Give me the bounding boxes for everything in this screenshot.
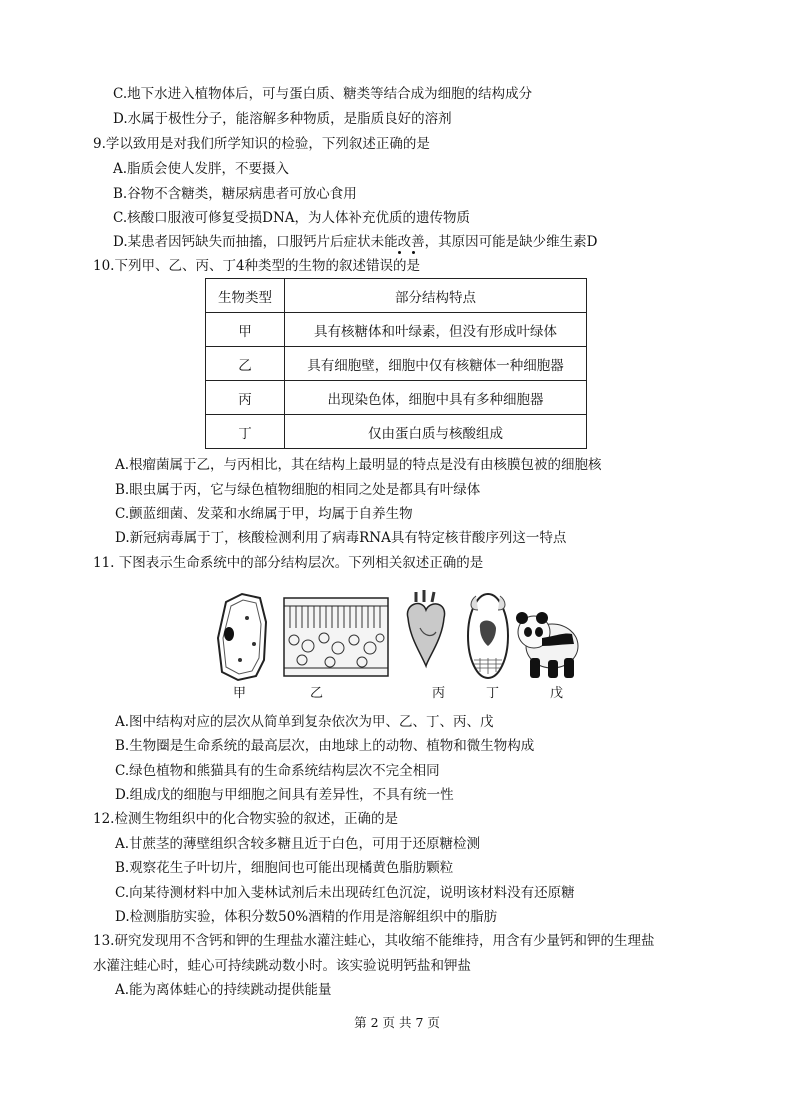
q11-option-a: A.图中结构对应的层次从简单到复杂依次为甲、乙、丁、丙、戊 <box>115 714 494 730</box>
q11-stem: 11. 下图表示生命系统中的部分结构层次。下列相关叙述正确的是 <box>93 555 484 571</box>
emphasis-dot <box>398 251 401 254</box>
q12-option-b: B.观察花生子叶切片，细胞间也可能出现橘黄色脂肪颗粒 <box>115 860 454 876</box>
table-cell: 甲 <box>206 313 285 347</box>
q13-stem-line2: 水灌注蛙心时，蛙心可持续跳动数小时。该实验说明钙盐和钾盐 <box>93 958 471 974</box>
q10-stem: 10.下列甲、乙、丙、丁4种类型的生物的叙述错误的是 <box>93 258 421 274</box>
q13-option-a: A.能为离体蛙心的持续跳动提供能量 <box>115 982 332 998</box>
q11-option-d: D.组成戊的细胞与甲细胞之间具有差异性，不具有统一性 <box>115 787 454 803</box>
q10-option-d: D.新冠病毒属于丁，核酸检测利用了病毒RNA具有特定核苷酸序列这一特点 <box>115 530 567 546</box>
q9-option-a: A.脂质会使人发胖，不要摄入 <box>113 161 290 177</box>
q11-option-c: C.绿色植物和熊猫具有的生命系统结构层次不完全相同 <box>115 763 440 779</box>
table-cell: 出现染色体，细胞中具有多种细胞器 <box>285 381 587 415</box>
q9-option-d: D.某患者因钙缺失而抽搐，口服钙片后症状未能改善，其原因可能是缺少维生素D <box>113 234 598 250</box>
organism-table <box>205 278 587 449</box>
table-header-cell: 生物类型 <box>206 279 285 313</box>
q9-option-b: B.谷物不含糖类，糖尿病患者可放心食用 <box>113 186 357 202</box>
q9-stem: 9.学以致用是对我们所学知识的检验，下列叙述正确的是 <box>93 136 430 152</box>
q12-option-d: D.检测脂肪实验，体积分数50%酒精的作用是溶解组织中的脂肪 <box>115 909 498 925</box>
table-row <box>206 313 587 347</box>
figure-label: 乙 <box>310 686 324 701</box>
heart-organ-image <box>407 590 444 666</box>
table-row <box>206 347 587 381</box>
table-row <box>206 381 587 415</box>
figure-label: 丁 <box>486 686 500 701</box>
table-row <box>206 415 587 449</box>
q12-option-c: C.向某待测材料中加入斐林试剂后未出现砖红色沉淀，说明该材料没有还原糖 <box>115 885 575 901</box>
q10-option-a: A.根瘤菌属于乙，与丙相比，其在结构上最明显的特点是没有由核膜包被的细胞核 <box>115 457 602 473</box>
q8-option-d: D.水属于极性分子，能溶解多种物质，是脂质良好的溶剂 <box>113 111 452 127</box>
q13-stem-line1: 13.研究发现用不含钙和钾的生理盐水灌注蛙心，其收缩不能维持，用含有少量钙和钾的生理盐 <box>93 933 655 949</box>
emphasis-dot <box>412 251 415 254</box>
plant-cell-image <box>218 594 266 680</box>
table-cell: 具有核糖体和叶绿素，但没有形成叶绿体 <box>285 313 587 347</box>
leaf-tissue-image <box>284 598 388 676</box>
table-cell: 丁 <box>206 415 285 449</box>
q10-option-b: B.眼虫属于丙，它与绿色植物细胞的相同之处是都具有叶绿体 <box>115 482 481 498</box>
q11-option-b: B.生物圈是生命系统的最高层次，由地球上的动物、植物和微生物构成 <box>115 738 535 754</box>
q12-option-a: A.甘蔗茎的薄壁组织含较多糖且近于白色，可用于还原糖检测 <box>115 836 481 852</box>
life-system-levels-figure <box>212 588 584 698</box>
q12-stem: 12.检测生物组织中的化合物实验的叙述，正确的是 <box>93 811 398 827</box>
circulatory-system-image <box>468 594 508 678</box>
q8-option-c: C.地下水进入植物体后，可与蛋白质、糖类等结合成为细胞的结构成分 <box>113 86 533 102</box>
q10-option-c: C.颤蓝细菌、发菜和水绵属于甲，均属于自养生物 <box>115 506 413 522</box>
table-header-row <box>206 279 587 313</box>
table-cell: 仅由蛋白质与核酸组成 <box>285 415 587 449</box>
page-number-footer: 第 2 页 共 7 页 <box>354 1015 440 1030</box>
table-cell: 具有细胞壁，细胞中仅有核糖体一种细胞器 <box>285 347 587 381</box>
table-header-cell: 部分结构特点 <box>285 279 587 313</box>
panda-image <box>516 612 578 678</box>
figure-label: 丙 <box>432 686 446 701</box>
table-cell: 丙 <box>206 381 285 415</box>
q9-option-c: C.核酸口服液可修复受损DNA，为人体补充优质的遗传物质 <box>113 210 471 226</box>
figure-label: 戊 <box>550 686 564 701</box>
table-cell: 乙 <box>206 347 285 381</box>
figure-label: 甲 <box>233 686 247 701</box>
